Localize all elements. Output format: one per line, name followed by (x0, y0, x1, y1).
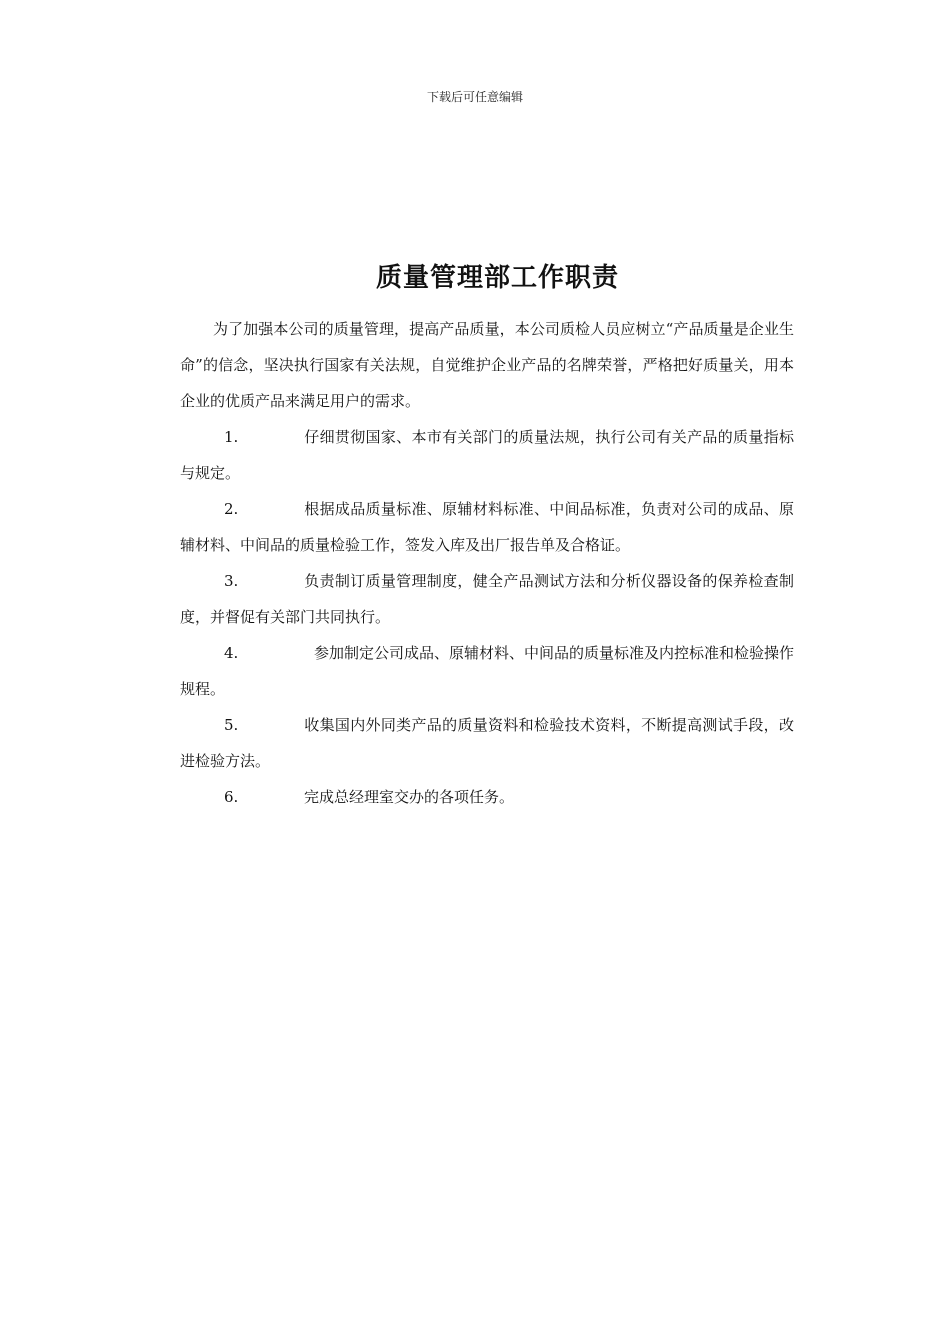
duty-item-4 (180, 635, 794, 707)
duty-item-number: 2. (224, 500, 239, 518)
duty-item-number: 6. (224, 788, 239, 806)
duty-item-5 (180, 707, 794, 779)
duty-item-text: 收集国内外同类产品的质量资料和检验技术资料，不断提高测试手段，改进检验方法。 (180, 716, 794, 770)
duty-item-text: 参加制定公司成品、原辅材料、中间品的质量标准及内控标准和检验操作规程。 (180, 644, 795, 698)
duty-item-6 (180, 779, 794, 815)
page-header-note: 下载后可任意编辑 (426, 90, 523, 104)
duty-item-3 (180, 563, 794, 635)
duty-item-text: 仔细贯彻国家、本市有关部门的质量法规，执行公司有关产品的质量指标与规定。 (180, 428, 794, 482)
duty-item-2 (180, 491, 794, 563)
document-title: 质量管理部工作职责 (375, 263, 619, 293)
duty-item-number: 3. (224, 572, 239, 590)
duty-item-text: 根据成品质量标准、原辅材料标准、中间品标准，负责对公司的成品、原辅材料、中间品的质量检验工作，签发入库及出厂报告单及合格证。 (180, 500, 794, 554)
duty-item-1 (180, 419, 794, 491)
duty-item-number: 1. (224, 428, 239, 446)
duty-item-number: 5. (224, 716, 239, 734)
duty-item-text: 完成总经理室交办的各项任务。 (304, 788, 515, 806)
intro-paragraph: 为了加强本公司的质量管理，提高产品质量，本公司质检人员应树立“产品质量是企业生命”的信念，坚决执行国家有关法规，自觉维护企业产品的名牌荣誉，严格把好质量关，用本企业的优质产品来满足用户的需求。 (180, 320, 794, 410)
duty-item-text: 负责制订质量管理制度，健全产品测试方法和分析仪器设备的保养检查制度，并督促有关部门共同执行。 (180, 572, 794, 626)
document-body (180, 311, 794, 815)
duty-item-number: 4. (224, 644, 239, 662)
